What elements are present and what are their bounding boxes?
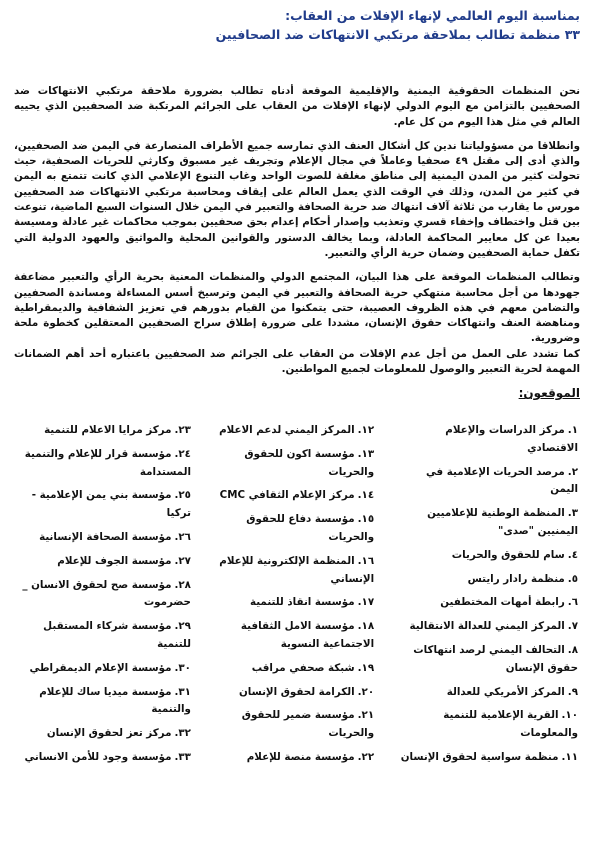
signatory-item: ٢٧.مؤسسة الجوف للإعلام [57, 554, 191, 567]
document-page [0, 6, 600, 847]
signatory-item: ٢١.مؤسسة ضمير للحقوق والحريات [241, 709, 375, 740]
signatory-item: ٣٠.مؤسسة الإعلام الديمقراطي [29, 661, 191, 674]
title-line-1: بمناسبة اليوم العالمي لإنهاء الإفلات من العقاب: [285, 8, 580, 23]
document-title [14, 6, 580, 44]
statement-body [14, 84, 580, 402]
paragraph-violence: وانطلاقا من مسؤولياتنا ندين كل أشكال العنف الذي تمارسه جميع الأطراف المتصارعة في اليمن ضد الصحفيين، والذي أدى إلى مقتل ٤٩ صحفيا وعاملاً في مجال الإعلام وتجريف غير مسبوق وكارثي للحريات الصحفية، حيث تحولت كثير من المدن اليمنية إلى مناطق مغلقة للصوت الواحد وغاب التنوع الإعلامي الذي كانت تتمتع به اليمن في كثير من المدن، وذلك في الوقت الذي يعمل العالم على إيقاف ومحاسبة مرتكبي الانتهاكات ضد الصحفيين مورس ما يقارب من ثلاثة آلاف انتهاك ضد حرية الصحافة والتعبير في اليمن خلال السنوات السبع الماضية، تنوعت بين قتل واختطاف وإخفاء قسري وتعذيب وإصدار أحكام إعدام بحق صحفيين بموجب محاكمات غير عادلة ومسيسة بعيدا عن كل معايير المحاكمة العادلة، وبما يخالف الدستور والقوانين المحلية والمواثيق والعهود الدولية التي تكفل حماية الصحفيين وضمان حرية الرأي والتعبير. [14, 139, 581, 259]
paragraph-impunity: كما تشدد على العمل من أجل عدم الإفلات من العقاب على الجرائم ضد الصحفيين باعتباره أحد أهم الضمانات المهمة لحرية التعبير والوصول للمعلومات لجميع المواطنين. [14, 347, 580, 376]
signatory-item: ١٤.مركز الإعلام الثقافي CMC [219, 489, 375, 502]
signatory-item: ٢٢.مؤسسة منصة للإعلام [246, 750, 375, 763]
signatories-column-1 [396, 422, 580, 773]
signatories-column-2 [207, 422, 396, 773]
signatory-item: ١٢.المركز اليمني لدعم الاعلام [219, 424, 375, 436]
signatory-item: ٢٦.مؤسسة الصحافة الإنسانية [39, 530, 191, 543]
paragraph-intro: نحن المنظمات الحقوقية اليمنية والإقليمية الموقعة أدناه تطالب بضرورة ملاحقة مرتكبي الانتهاكات ضد الصحفيين بالتزامن مع اليوم الدولي لإنهاء الإفلات من العقاب على الجرائم المرتكبة ضد الصحفيين الذي يحييه العالم في مثل هذا اليوم من كل عام. [14, 85, 580, 128]
signatory-item: ٤.سام للحقوق والحريات [451, 548, 578, 561]
signatories-list [14, 422, 580, 773]
signatory-item: ٨.التحالف اليمني لرصد انتهاكات حقوق الإنسان [413, 643, 578, 674]
signatory-item: ٧.المركز اليمني للعدالة الانتقالية [409, 620, 578, 633]
signatory-item: ٣٢.مركز تعز لحقوق الإنسان [46, 727, 191, 740]
signatory-item: ٢٠.الكرامة لحقوق الإنسان [238, 685, 375, 698]
signatory-item: ٢٨.مؤسسة صح لحقوق الانسان _ حضرموت [22, 578, 191, 609]
signatory-item: ١٩.شبكة صحفي مراقب [251, 661, 375, 674]
signatory-item: ٦.رابطة أمهات المختطفين [440, 596, 578, 609]
title-line-2: ٣٣ منظمة تطالب بملاحقة مرتكبي الانتهاكات ضد الصحافيين [215, 27, 580, 42]
signatory-item: ٥.منظمة رادار رايتس [467, 572, 578, 585]
signatory-item: ٢٩.مؤسسة شركاء المستقبل للتنمية [43, 620, 191, 650]
paragraph-demands: وتطالب المنظمات الموقعة على هذا البيان، المجتمع الدولي والمنظمات المعنية بحرية الرأي والتعبير مضاعفة جهودها من أجل محاسبة منتهكي حرية الصحافة والتعبير في اليمن وترسيخ أسس المساءلة ومساندة الصحفيين والتضامن معهم في هذه الظروف العصيبة، حتى يتمكنوا من القيام بدورهم في تعزيز الشفافية والديمقراطية ومناهضة العنف وانتهاكات حقوق الإنسان، مشددا على ضرورة إطلاق سراح الصحفيين المعتقلين كخطوة ملحة وضرورية. [14, 271, 580, 345]
signatory-item: ٢.مرصد الحريات الإعلامية في اليمن [426, 465, 578, 496]
signatory-item: ١٨.مؤسسة الامل الثقافية الاجتماعية النسوية [240, 620, 375, 650]
signatory-item: ١١.منظمة سواسية لحقوق الإنسان [400, 750, 578, 763]
signatory-item: ١.مركز الدراسات والإعلام الاقتصادي [445, 424, 578, 454]
signatory-item: ١٠.القرية الإعلامية للتنمية والمعلومات [443, 709, 578, 740]
signatory-item: ١٦.المنظمة الإلكترونية للإعلام الإنساني [219, 554, 375, 585]
signatories-column-3 [14, 422, 207, 773]
signatories-heading: الموقعون: [518, 386, 580, 401]
signatory-item: ٣١.مؤسسة ميديا ساك للإعلام والتنمية [39, 685, 191, 716]
signatory-item: ٩.المركز الأمريكي للعدالة [446, 685, 578, 698]
signatory-item: ٢٥.مؤسسة بني يمن الإعلامية - تركيا [31, 489, 191, 520]
signatory-item: ١٧.مؤسسة انقاذ للتنمية [249, 596, 375, 609]
signatory-item: ٢٣.مركز مرايا الاعلام للتنمية [44, 424, 191, 436]
signatory-item: ١٣.مؤسسة اكون للحقوق والحريات [244, 447, 375, 478]
signatory-item: ٣٣.مؤسسة وجود للأمن الانساني [24, 750, 191, 763]
signatory-item: ٣.المنظمة الوطنية للإعلاميين اليمنيين "صدى" [427, 507, 578, 537]
signatory-item: ٢٤.مؤسسة قرار للإعلام والتنمية المستدامة [24, 447, 191, 478]
signatory-item: ١٥.مؤسسة دفاع للحقوق والحريات [246, 513, 375, 543]
